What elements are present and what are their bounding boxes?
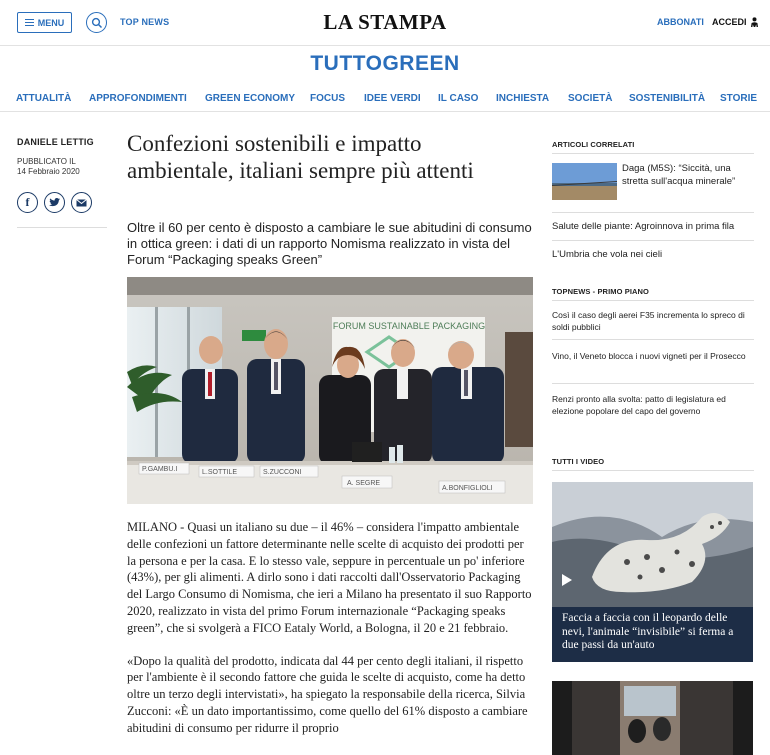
video-caption: Faccia a faccia con il leopardo delle nevi, l'animale “invisibile” si ferma a due passi da un'auto	[562, 612, 734, 651]
divider	[552, 339, 754, 340]
nav-item-inchiesta[interactable]: INCHIESTA	[496, 93, 550, 104]
nav-item-attualita[interactable]: ATTUALITÀ	[16, 93, 72, 104]
article-photo	[127, 277, 533, 504]
divider	[552, 383, 754, 384]
twitter-icon	[49, 198, 60, 207]
topnews-item-3[interactable]: Renzi pronto alla svolta: patto di legislatura ed elezione popolare del capo del governo	[552, 394, 726, 416]
nav-item-focus[interactable]: FOCUS	[310, 93, 345, 104]
nameplate-3: S.ZUCCONI	[263, 469, 302, 476]
share-email-button[interactable]	[71, 192, 92, 213]
topnews-item-1[interactable]: Così il caso degli aerei F35 incrementa lo spreco di soldi pubblici	[552, 310, 745, 332]
subscribe-link[interactable]: ABBONATI	[657, 17, 704, 27]
topnews-item-2[interactable]: Vino, il Veneto blocca i nuovi vigneti per il Prosecco	[552, 351, 746, 361]
video-card[interactable]	[552, 482, 753, 662]
top-bar	[0, 0, 770, 46]
user-icon	[750, 17, 759, 27]
divider	[552, 153, 754, 154]
login-link[interactable]	[712, 17, 759, 27]
divider	[552, 240, 754, 241]
nav-item-storie[interactable]: STORIE	[720, 93, 758, 104]
divider	[552, 300, 754, 301]
email-icon	[76, 199, 87, 207]
divider	[17, 227, 107, 228]
share-twitter-button[interactable]	[44, 192, 65, 213]
topnews-label: TOPNEWS - PRIMO PIANO	[552, 287, 649, 296]
nav-item-il-caso[interactable]: IL CASO	[438, 93, 479, 104]
article-paragraph: «Dopo la qualità del prodotto, indicata dal 44 per cento degli italiani, il rispetto per l'ambiente è il secondo fattore che guida le scelte di acquisto, come ha detto oltre un terzo degli intervistati», ha spiegato la responsabile della ricerca, Silvia Zucconi: «È un dato importantissimo, come quello del 61% disposto a cambiare abitudini di consumo per ridurre il proprio	[127, 653, 528, 735]
article-paragraph: MILANO - Quasi un italiano su due – il 46% – considera l'impatto ambientale delle confezioni un fattore determinante nelle scelte di acquisto dei prodotti per la persona e per la casa. E lo stesso vale, seppure in percentuale un po' inferiore (43%), per gli alimenti. A dirlo sono i dati raccolti dall'Osservatorio Packaging del Largo Consumo di Nomisma, che ieri a Milano ha presentato il suo Rapporto 2020, realizzato in vista del primo Forum internazionale “Packaging speaks green”, che si svolgerà a FICO Eataly World, a Bologna, il 20 e 21 febbraio.	[127, 520, 532, 635]
screen-text: FORUM SUSTAINABLE PACKAGING	[332, 321, 486, 331]
article-body	[127, 519, 535, 753]
login-label: ACCEDI	[712, 17, 747, 27]
related-article-1[interactable]: Daga (M5S): “Siccità, una stretta sull'acqua minerale”	[622, 163, 736, 187]
related-article-3[interactable]: L'Umbria che vola nei cieli	[552, 249, 663, 260]
nav-item-idee-verdi[interactable]: IDEE VERDI	[364, 93, 421, 104]
related-article-thumbnail[interactable]	[552, 163, 617, 200]
article-subheadline: Oltre il 60 per cento è disposto a cambiare le sue abitudini di consumo in ottica green: i dati di un rapporto Nomisma realizzato in vista del Forum “Packaging speaks Green”	[127, 220, 532, 267]
published-date: 14 Febbraio 2020	[17, 167, 80, 176]
facebook-icon: f	[25, 195, 30, 209]
menu-label: MENU	[37, 17, 65, 28]
nav-item-sostenibilita[interactable]: SOSTENIBILITÀ	[629, 93, 706, 104]
nameplate-5: A.BONFIGLIOLI	[442, 485, 493, 492]
section-nav	[0, 86, 770, 112]
site-logo[interactable]: LA STAMPA	[323, 10, 447, 34]
share-facebook-button[interactable]	[17, 192, 38, 213]
top-news-link[interactable]: TOP NEWS	[120, 17, 170, 27]
related-articles-label: ARTICOLI CORRELATI	[552, 140, 635, 149]
nav-item-approfondimenti[interactable]: APPROFONDIMENTI	[89, 93, 187, 104]
article-headline: Confezioni sostenibili e impatto ambientale, italiani sempre più attenti	[127, 131, 474, 183]
video-card-2[interactable]	[552, 681, 753, 755]
published-label: PUBBLICATO IL	[17, 157, 76, 166]
nameplate-2: L.SOTTILE	[202, 469, 238, 476]
divider	[552, 470, 754, 471]
nameplate-4: A. SEGRE	[347, 480, 381, 487]
nav-item-societa[interactable]: SOCIETÀ	[568, 93, 613, 104]
nav-item-green-economy[interactable]: GREEN ECONOMY	[205, 93, 296, 104]
related-article-2[interactable]: Salute delle piante: Agroinnova in prima fila	[552, 221, 735, 232]
section-title[interactable]: TUTTOGREEN	[310, 52, 460, 75]
divider	[552, 212, 754, 213]
nameplate-1: P.GAMBU.I	[142, 466, 178, 473]
videos-label: TUTTI I VIDEO	[552, 457, 605, 466]
author-name[interactable]: DANIELE LETTIG	[17, 137, 94, 147]
